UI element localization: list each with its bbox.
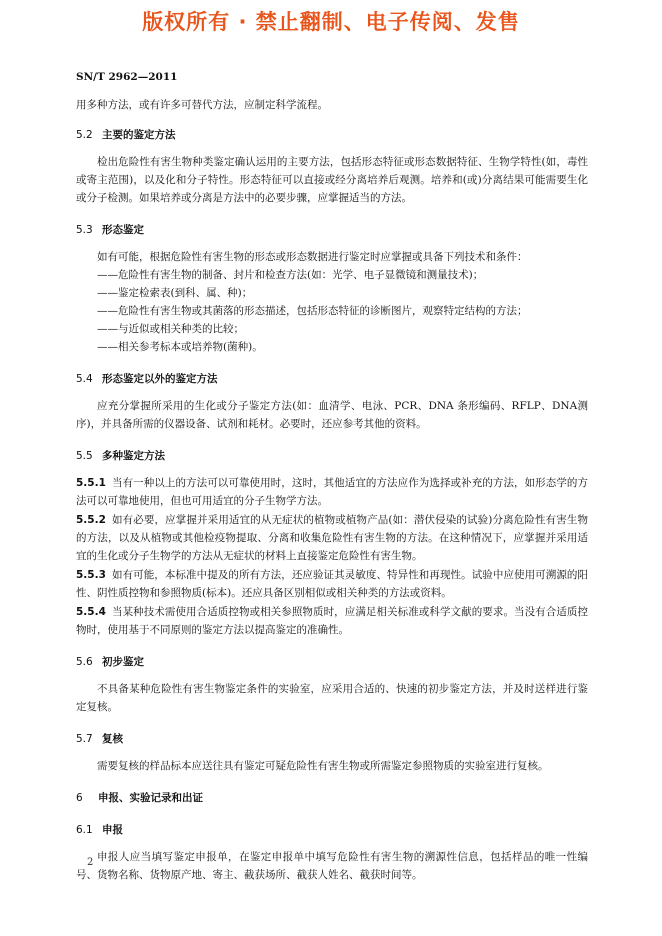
section-heading-6-1 bbox=[76, 821, 588, 839]
list-item: ——危险性有害生物的制备、封片和检查方法(如：光学、电子显微镜和测量技术)； bbox=[97, 269, 484, 281]
section-title: 形态鉴定以外的鉴定方法 bbox=[102, 373, 218, 385]
section-5-6-paragraph: 不具备某种危险性有害生物鉴定条件的实验室，应采用合适的、快速的初步鉴定方法，并及时送样进行鉴定复核。 bbox=[76, 683, 588, 713]
section-number: 6.1 bbox=[76, 824, 93, 836]
clause-number: 5.5.4 bbox=[76, 606, 106, 618]
section-number: 6 bbox=[76, 792, 83, 804]
clause-text: 如有必要，应掌握并采用适宜的从无症状的植物或植物产品(如：潜伏侵染的试验)分离危险性有害生物的方法，以及从植物或其他检疫物提取、分离和收集危险性有害生物的方法。在这种情况下，应掌握并采用适宜的生化或分子生物学的方法从无症状的材料上直接鉴定危险性有害生物。 bbox=[76, 514, 588, 562]
clause-5-5-1 bbox=[76, 474, 588, 510]
clause-text: 如有可能，本标准中提及的所有方法，还应验证其灵敏度、特异性和再现性。试验中应使用可溯源的阳性、阴性质控物和参照物质(标本)。还应具备区别相似或相关种类的方法或资料。 bbox=[76, 569, 588, 599]
section-number: 5.2 bbox=[76, 129, 93, 141]
section-6-1-paragraph: 申报人应当填写鉴定申报单，在鉴定申报单中填写危险性有害生物的溯源性信息，包括样品的唯一性编号、货物名称、货物原产地、寄主、截获场所、截获人姓名、截获时间等。 bbox=[76, 851, 588, 881]
page-number: 2 bbox=[87, 857, 94, 868]
list-item: ——鉴定检索表(到科、属、种)； bbox=[97, 287, 253, 299]
section-number: 5.5 bbox=[76, 450, 93, 462]
list-item: ——与近似或相关种类的比较； bbox=[97, 323, 244, 335]
section-heading-5-5 bbox=[76, 447, 588, 465]
section-title: 形态鉴定 bbox=[102, 224, 144, 236]
clause-text: 当有一种以上的方法可以可靠使用时，这时，其他适宜的方法应作为选择或补充的方法，如形态学的方法可以可靠地使用，但也可用适宜的分子生物学方法。 bbox=[76, 477, 588, 507]
section-title: 主要的鉴定方法 bbox=[102, 129, 176, 141]
section-heading-5-6 bbox=[76, 653, 588, 671]
paragraph-continuation: 用多种方法，或有许多可替代方法，应制定科学流程。 bbox=[76, 99, 328, 111]
section-number: 5.3 bbox=[76, 224, 93, 236]
list-item: ——危险性有害生物或其菌落的形态描述，包括形态特征的诊断图片，观察特定结构的方法； bbox=[97, 305, 528, 317]
clause-number: 5.5.2 bbox=[76, 514, 106, 526]
clause-5-5-4 bbox=[76, 603, 588, 639]
section-number: 5.4 bbox=[76, 373, 93, 385]
section-heading-5-4 bbox=[76, 370, 588, 388]
list-item: ——相关参考标本或培养物(菌种)。 bbox=[97, 341, 263, 353]
standard-number: SN/T 2962—2011 bbox=[76, 71, 178, 83]
section-heading-5-2 bbox=[76, 126, 588, 144]
section-number: 5.7 bbox=[76, 733, 93, 745]
copyright-watermark: 版权所有 · 禁止翻制、电子传阅、发售 bbox=[142, 10, 520, 34]
clause-number: 5.5.1 bbox=[76, 477, 106, 489]
section-heading-6 bbox=[76, 789, 588, 807]
section-title: 初步鉴定 bbox=[102, 656, 144, 668]
section-heading-5-3 bbox=[76, 221, 588, 239]
section-title: 多种鉴定方法 bbox=[102, 450, 165, 462]
section-5-7-paragraph: 需要复核的样品标本应送往具有鉴定可疑危险性有害生物或所需鉴定参照物质的实验室进行复核。 bbox=[97, 760, 549, 772]
section-5-3-intro: 如有可能，根据危险性有害生物的形态或形态数据进行鉴定时应掌握或具备下列技术和条件： bbox=[97, 251, 528, 263]
clause-number: 5.5.3 bbox=[76, 569, 106, 581]
clause-5-5-3 bbox=[76, 566, 588, 602]
section-number: 5.6 bbox=[76, 656, 93, 668]
section-5-4-paragraph: 应充分掌握所采用的生化或分子鉴定方法(如：血清学、电泳、PCR、DNA 条形编码、RFLP、DNA测序)，并具备所需的仪器设备、试剂和耗材。必要时，还应参考其他的资料。 bbox=[76, 400, 588, 430]
section-title: 申报 bbox=[102, 824, 123, 836]
section-title: 复核 bbox=[102, 733, 123, 745]
section-5-2-paragraph: 检出危险性有害生物种类鉴定确认运用的主要方法，包括形态特征或形态数据特征、生物学特性(如，毒性或寄主范围)，以及化和分子特性。形态特征可以直接或经分离培养后观测。培养和(或)分离结果可能需要生化或分子检测。如果培养或分离是方法中的必要步骤，应掌握适当的方法。 bbox=[76, 156, 588, 204]
clause-text: 当某种技术需使用合适质控物或相关参照物质时，应满足相关标准或科学文献的要求。当没有合适质控物时，使用基于不同原则的鉴定方法以提高鉴定的准确性。 bbox=[76, 606, 588, 636]
page-content bbox=[76, 96, 588, 884]
clause-5-5-2 bbox=[76, 511, 588, 565]
section-title: 申报、实验记录和出证 bbox=[98, 792, 203, 804]
section-heading-5-7 bbox=[76, 730, 588, 748]
